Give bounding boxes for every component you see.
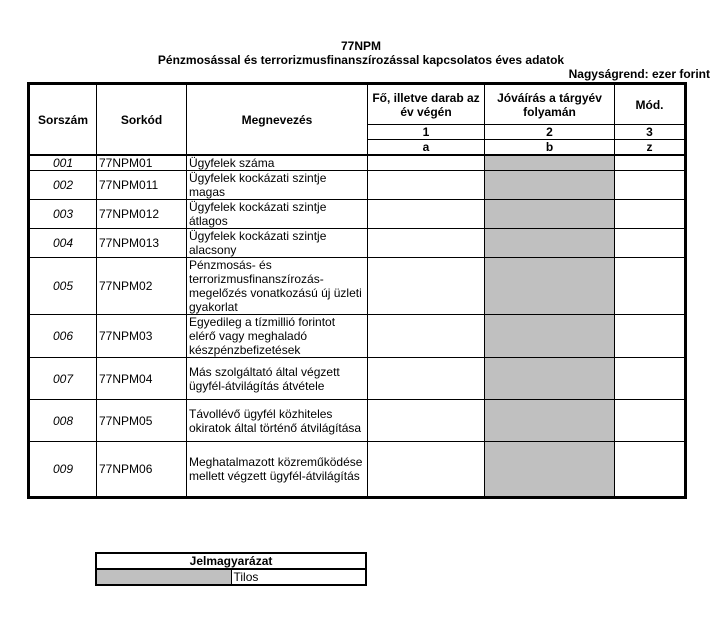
row-megnevezes: Más szolgáltató által végzett ügyfél-átvilágítás átvétele (187, 358, 368, 400)
cell-col3[interactable] (615, 442, 686, 498)
cell-col1[interactable] (368, 229, 485, 258)
row-sorkod: 77NPM04 (97, 358, 187, 400)
cell-col3[interactable] (615, 229, 686, 258)
header-col1: Fő, illetve darab az év végén (368, 84, 485, 125)
header-col3: Mód. (615, 84, 686, 125)
cell-col2 (485, 258, 615, 315)
cell-col1[interactable] (368, 258, 485, 315)
row-sorkod: 77NPM03 (97, 315, 187, 358)
row-megnevezes: Ügyfelek kockázati szintje magas (187, 171, 368, 200)
cell-col3[interactable] (615, 155, 686, 171)
cell-col2 (485, 358, 615, 400)
legend-label: Tilos (231, 569, 366, 585)
row-sorszam: 004 (29, 229, 97, 258)
row-megnevezes: Egyedileg a tízmillió forintot elérő vagy meghaladó készpénzbefizetések (187, 315, 368, 358)
row-sorszam: 009 (29, 442, 97, 498)
cell-col3[interactable] (615, 200, 686, 229)
form-title: Pénzmosással és terrorizmusfinanszírozással kapcsolatos éves adatok (157, 53, 565, 67)
header-num-1: 1 (368, 125, 485, 140)
header-letter-z: z (615, 140, 686, 156)
row-sorkod: 77NPM05 (97, 400, 187, 442)
cell-col1[interactable] (368, 315, 485, 358)
cell-col2 (485, 200, 615, 229)
cell-col2 (485, 315, 615, 358)
row-megnevezes: Távollévő ügyfél közhiteles okiratok által történő átvilágítása (187, 400, 368, 442)
header-sorszam: Sorszám (29, 84, 97, 156)
row-sorszam: 002 (29, 171, 97, 200)
legend-title: Jelmagyarázat (96, 553, 366, 569)
cell-col1[interactable] (368, 358, 485, 400)
cell-col2 (485, 442, 615, 498)
row-megnevezes: Meghatalmazott közreműködése mellett végzett ügyfél-átvilágítás (187, 442, 368, 498)
row-sorszam: 001 (29, 155, 97, 171)
row-sorszam: 007 (29, 358, 97, 400)
table-row (29, 229, 686, 258)
table-row (29, 400, 686, 442)
row-sorkod: 77NPM02 (97, 258, 187, 315)
row-sorszam: 008 (29, 400, 97, 442)
form-code: 77NPM (340, 39, 381, 53)
row-sorszam: 006 (29, 315, 97, 358)
cell-col3[interactable] (615, 315, 686, 358)
legend-swatch (96, 569, 231, 585)
header-num-3: 3 (615, 125, 686, 140)
row-sorkod: 77NPM01 (97, 155, 187, 171)
header-letter-b: b (485, 140, 615, 156)
cell-col1[interactable] (368, 200, 485, 229)
cell-col1[interactable] (368, 155, 485, 171)
header-sorkod: Sorkód (97, 84, 187, 156)
row-megnevezes: Ügyfelek kockázati szintje átlagos (187, 200, 368, 229)
cell-col1[interactable] (368, 442, 485, 498)
row-megnevezes: Ügyfelek száma (187, 155, 368, 171)
cell-col3[interactable] (615, 258, 686, 315)
table-row (29, 155, 686, 171)
table-row (29, 258, 686, 315)
row-sorszam: 003 (29, 200, 97, 229)
cell-col3[interactable] (615, 400, 686, 442)
header-letter-a: a (368, 140, 485, 156)
cell-col2 (485, 229, 615, 258)
table-row (29, 315, 686, 358)
table-row (29, 171, 686, 200)
table-row (29, 442, 686, 498)
cell-col2 (485, 155, 615, 171)
table-row (29, 358, 686, 400)
row-sorkod: 77NPM06 (97, 442, 187, 498)
cell-col1[interactable] (368, 400, 485, 442)
cell-col2 (485, 171, 615, 200)
cell-col3[interactable] (615, 171, 686, 200)
row-sorkod: 77NPM012 (97, 200, 187, 229)
data-table (27, 82, 687, 499)
row-sorkod: 77NPM013 (97, 229, 187, 258)
row-megnevezes: Pénzmosás- és terrorizmusfinanszírozás-megelőzés vonatkozású új üzleti gyakorlat (187, 258, 368, 315)
row-sorszam: 005 (29, 258, 97, 315)
row-megnevezes: Ügyfelek kockázati szintje alacsony (187, 229, 368, 258)
header-megnevezes: Megnevezés (187, 84, 368, 156)
table-row (29, 200, 686, 229)
cell-col1[interactable] (368, 171, 485, 200)
unit-label: Nagyságrend: ezer forint (568, 67, 710, 81)
header-num-2: 2 (485, 125, 615, 140)
row-sorkod: 77NPM011 (97, 171, 187, 200)
cell-col3[interactable] (615, 358, 686, 400)
legend (95, 552, 367, 586)
header-col2: Jóváírás a tárgyév folyamán (485, 84, 615, 125)
cell-col2 (485, 400, 615, 442)
